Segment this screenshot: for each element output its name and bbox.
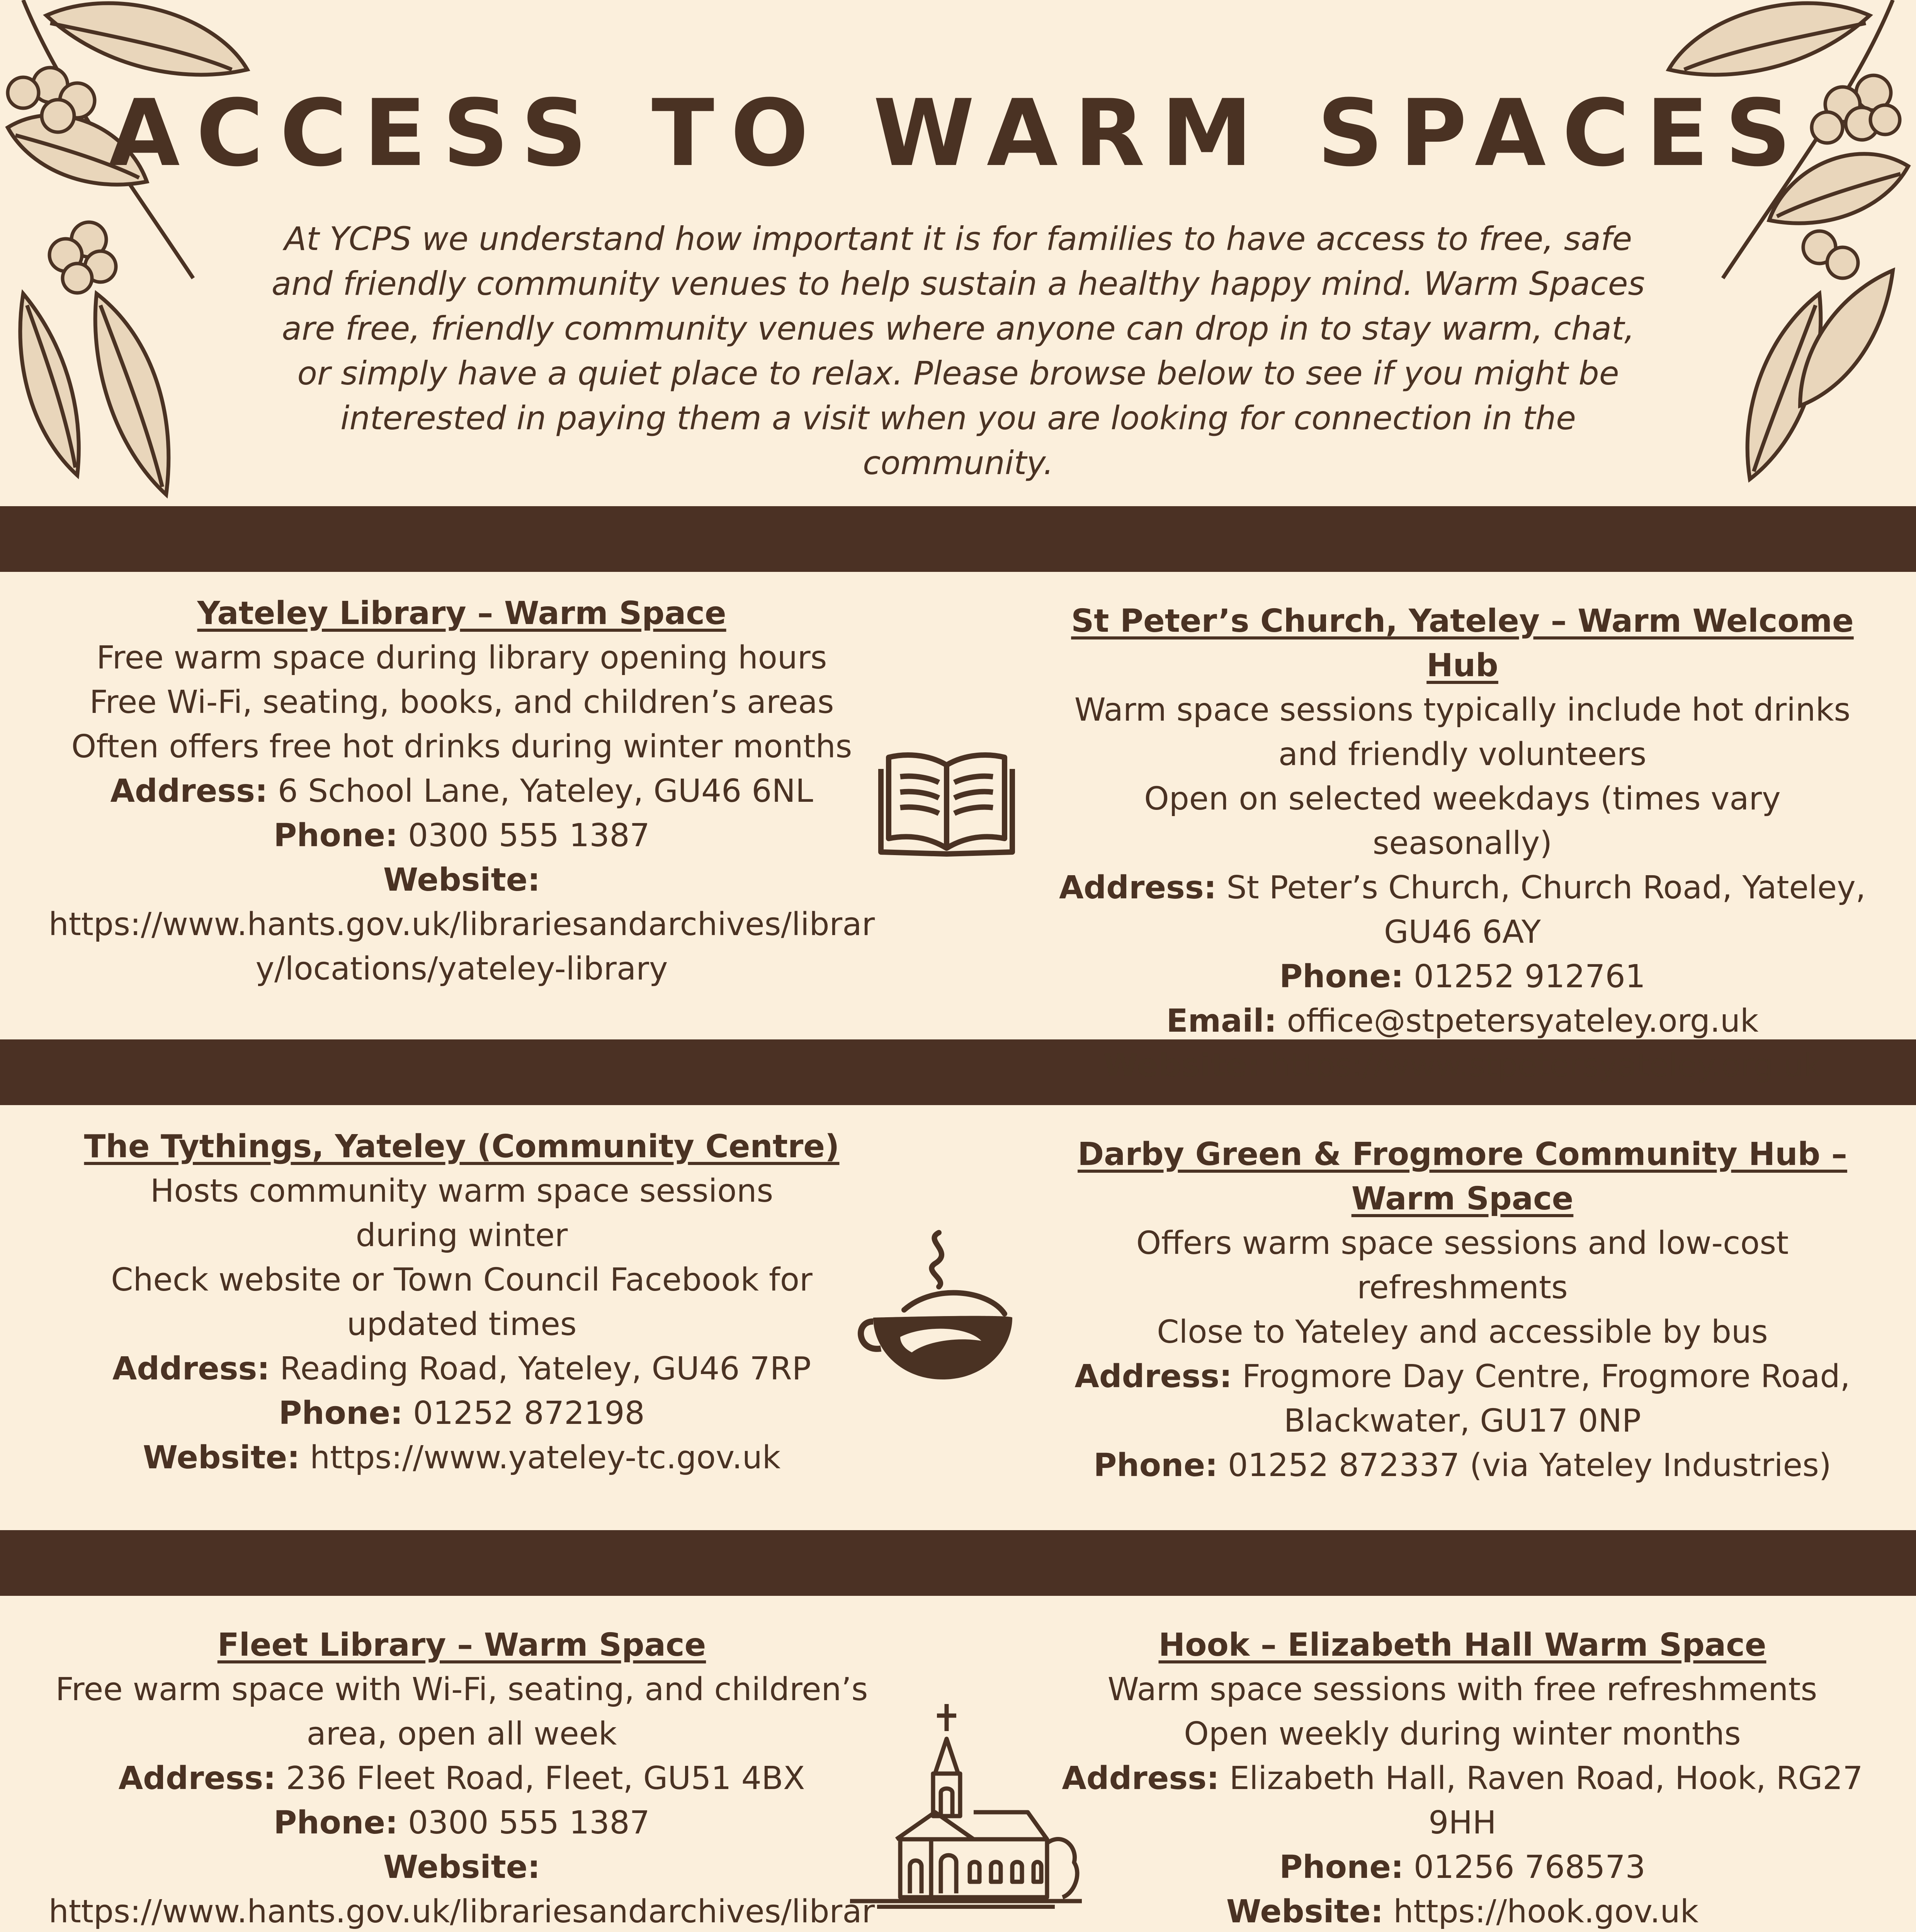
venue-detail: Open weekly during winter months: [1184, 1716, 1741, 1752]
venue-detail: Check website or Town Council Facebook for updated times: [111, 1262, 813, 1343]
venue-website-link[interactable]: https://www.hants.gov.uk/librariesandarchives/librar: [48, 1893, 875, 1930]
venue-name: Fleet Library – Warm Space: [217, 1627, 706, 1663]
venue-address: Address: 236 Fleet Road, Fleet, GU51 4BX: [118, 1760, 805, 1797]
venue-name: The Tythings, Yateley (Community Centre): [84, 1128, 840, 1165]
divider-band: [0, 506, 1916, 572]
venue-phone: Phone: 0300 555 1387: [274, 817, 650, 854]
venue-card-yateley-library: [46, 591, 877, 991]
venue-name: Hook – Elizabeth Hall Warm Space: [1158, 1627, 1766, 1663]
venue-name: St Peter’s Church, Yateley – Warm Welcome Hub: [1071, 603, 1854, 684]
venue-detail: Offers warm space sessions and low-cost refreshments: [1136, 1225, 1789, 1306]
venue-card-st-peters: [1051, 599, 1874, 1088]
venue-card-hook: [1051, 1623, 1874, 1932]
venue-detail: Often offers free hot drinks during winter months: [71, 728, 852, 765]
venue-name: Yateley Library – Warm Space: [197, 595, 726, 632]
venue-address: Address: Reading Road, Yateley, GU46 7RP: [112, 1350, 811, 1387]
venue-detail: Warm space sessions typically include hot drinks and friendly volunteers: [1074, 692, 1851, 773]
venue-phone: Phone: 0300 555 1387: [274, 1804, 650, 1841]
venue-phone: Phone: 01252 912761: [1279, 958, 1646, 995]
venue-detail: Free warm space during library opening hours: [96, 639, 827, 676]
venue-card-darby-green: [1051, 1132, 1874, 1488]
venue-website: Website: https://www.stpetersyateley.org.uk: [1103, 1047, 1822, 1084]
venue-address: Address: Frogmore Day Centre, Frogmore Road, Blackwater, GU17 0NP: [1074, 1358, 1850, 1439]
header: [0, 0, 1916, 506]
venue-detail: Close to Yateley and accessible by bus: [1157, 1314, 1768, 1350]
divider-band: [0, 1530, 1916, 1596]
website-label: Website:: [383, 862, 541, 898]
venue-website: Website: https://hook.gov.uk: [1226, 1893, 1699, 1930]
venue-website-link[interactable]: https://hook.gov.uk: [1393, 1893, 1699, 1930]
venue-phone: Phone: 01252 872198: [279, 1395, 645, 1432]
venue-email: Email: office@stpetersyateley.org.uk: [1166, 1003, 1759, 1039]
venue-name: Darby Green & Frogmore Community Hub – Warm Space: [1078, 1136, 1847, 1217]
venue-detail: Warm space sessions with free refreshments: [1107, 1671, 1817, 1708]
venue-address: Address: St Peter’s Church, Church Road, Yateley, GU46 6AY: [1059, 869, 1866, 951]
coffee-cup-steam-icon: [858, 1225, 1024, 1387]
venue-website-link[interactable]: https://www.yateley-tc.gov.uk: [310, 1439, 781, 1476]
church-icon: [846, 1700, 1086, 1909]
venue-detail: Free Wi-Fi, seating, books, and children’s areas: [89, 684, 834, 721]
venue-detail: Open on selected weekdays (times vary seasonally): [1144, 781, 1781, 862]
venue-card-fleet-library: [46, 1623, 877, 1932]
book-icon: [877, 746, 1016, 862]
intro-paragraph: At YCPS we understand how important it is for families to have access to free, safe and friendly community venues to help sustain a healthy happy mind. Warm Spaces are free, friendly community venues where anyone can drop in to stay warm, chat, or simply have a quiet place to relax. Please browse below to see if you might be interested in paying them a visit when you are looking for connection in the community.: [271, 220, 1645, 482]
page-title: ACCESS TO WARM SPACES: [109, 80, 1807, 187]
venue-website-link[interactable]: https://www.stpetersyateley.org.uk: [1270, 1047, 1822, 1084]
venue-detail: Hosts community warm space sessions during winter: [150, 1173, 774, 1254]
venue-website: Website: https://www.yateley-tc.gov.uk: [143, 1439, 781, 1476]
venue-phone: Phone: 01252 872337 (via Yateley Industries): [1093, 1447, 1831, 1484]
venue-website-link[interactable]: https://www.hants.gov.uk/librariesandarchives/library/locations/yateley-library: [48, 906, 875, 987]
website-label: Website:: [383, 1849, 541, 1886]
venue-phone: Phone: 01256 768573: [1279, 1849, 1646, 1886]
venue-address: Address: 6 School Lane, Yateley, GU46 6NL: [110, 773, 813, 810]
venue-detail: Free warm space with Wi-Fi, seating, and children’s area, open all week: [55, 1671, 868, 1752]
venue-card-tythings: [46, 1124, 877, 1480]
venue-address: Address: Elizabeth Hall, Raven Road, Hook, RG27 9HH: [1062, 1760, 1863, 1841]
